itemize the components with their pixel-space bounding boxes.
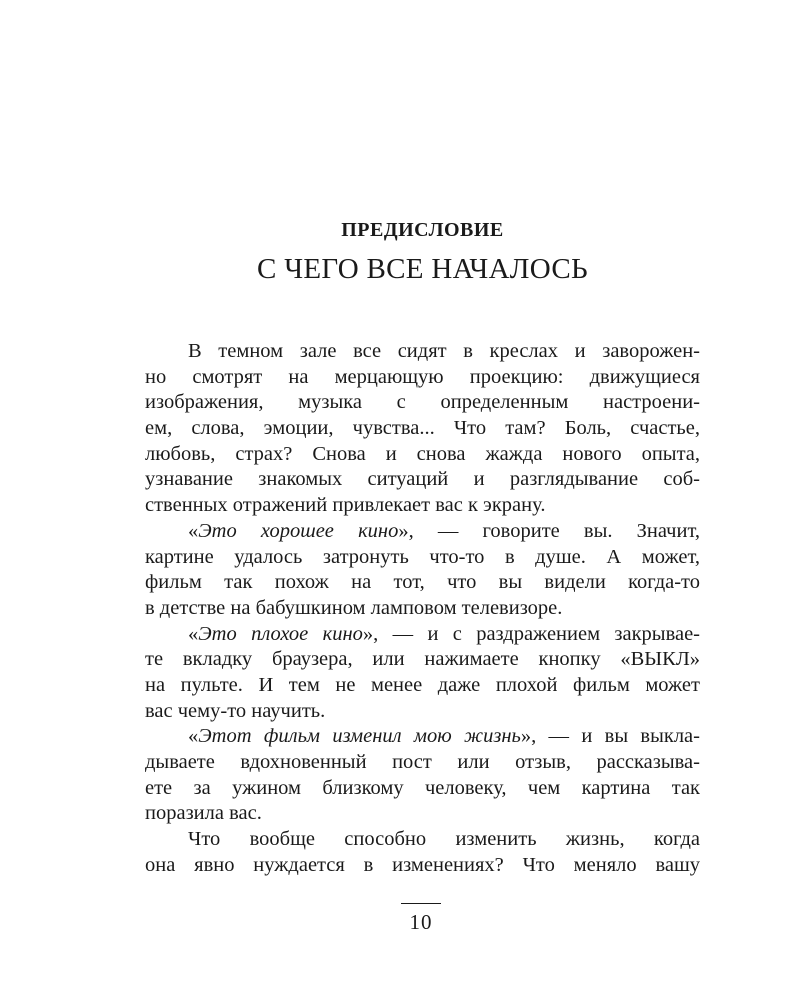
folio-rule (401, 903, 441, 904)
quote-rest: », — говорите вы. Значит, (398, 519, 700, 542)
text-line: она явно нуждается в изменениях? Что меняло вашу (145, 853, 700, 876)
text-line: но смотрят на мерцающую проекцию: движущиеся (145, 365, 700, 388)
text-line: узнавание знакомых ситуаций и разглядывание соб- (145, 468, 700, 491)
text-line: на пульте. И тем не менее даже плохой фильм может (145, 673, 700, 696)
text-line: любовь, страх? Снова и снова жажда нового опыта, (145, 442, 700, 465)
preface-label: ПРЕДИСЛОВИЕ (341, 219, 504, 241)
text-line: дываете вдохновенный пост или отзыв, рассказыва- (145, 751, 700, 773)
body-text (145, 339, 700, 878)
quote-rest: », — и вы выкла- (520, 725, 700, 748)
text-line: фильм так похож на тот, что вы видели когда-то (145, 571, 700, 594)
chapter-title: С ЧЕГО ВСЕ НАЧАЛОСЬ (257, 253, 588, 285)
text-line: ственных отражений привлекает вас к экрану. (145, 494, 546, 517)
text-line: в детстве на бабушкином ламповом телевизоре. (145, 596, 563, 619)
italic-quote: Это плохое кино (198, 622, 363, 645)
quote-open: « (188, 622, 199, 645)
text-line: картине удалось затронуть что-то в душе. А может, (145, 545, 700, 568)
page-number: 10 (409, 910, 433, 934)
text-line: В темном зале все сидят в креслах и заворожен- (188, 340, 700, 362)
italic-quote: Это хорошее кино (198, 519, 399, 542)
quote-open: « (188, 725, 199, 748)
quote-rest: », — и с раздражением закрывае- (362, 622, 701, 645)
text-line (145, 724, 700, 750)
italic-quote: Этот фильм изменил мою жизнь (198, 725, 521, 748)
text-line (145, 519, 700, 545)
text-line: ете за ужином близкому человеку, чем картина так (145, 776, 700, 799)
text-line: Что вообще способно изменить жизнь, когда (188, 828, 700, 851)
text-line: вас чему-то научить. (145, 699, 326, 722)
text-line: поразила вас. (145, 802, 262, 825)
text-line (145, 622, 700, 648)
quote-open: « (188, 519, 199, 542)
text-line: изображения, музыка с определенным настроени- (145, 391, 700, 414)
text-line: те вкладку браузера, или нажимаете кнопку «ВЫКЛ» (145, 648, 700, 671)
text-line: ем, слова, эмоции, чувства... Что там? Боль, счастье, (145, 417, 700, 440)
